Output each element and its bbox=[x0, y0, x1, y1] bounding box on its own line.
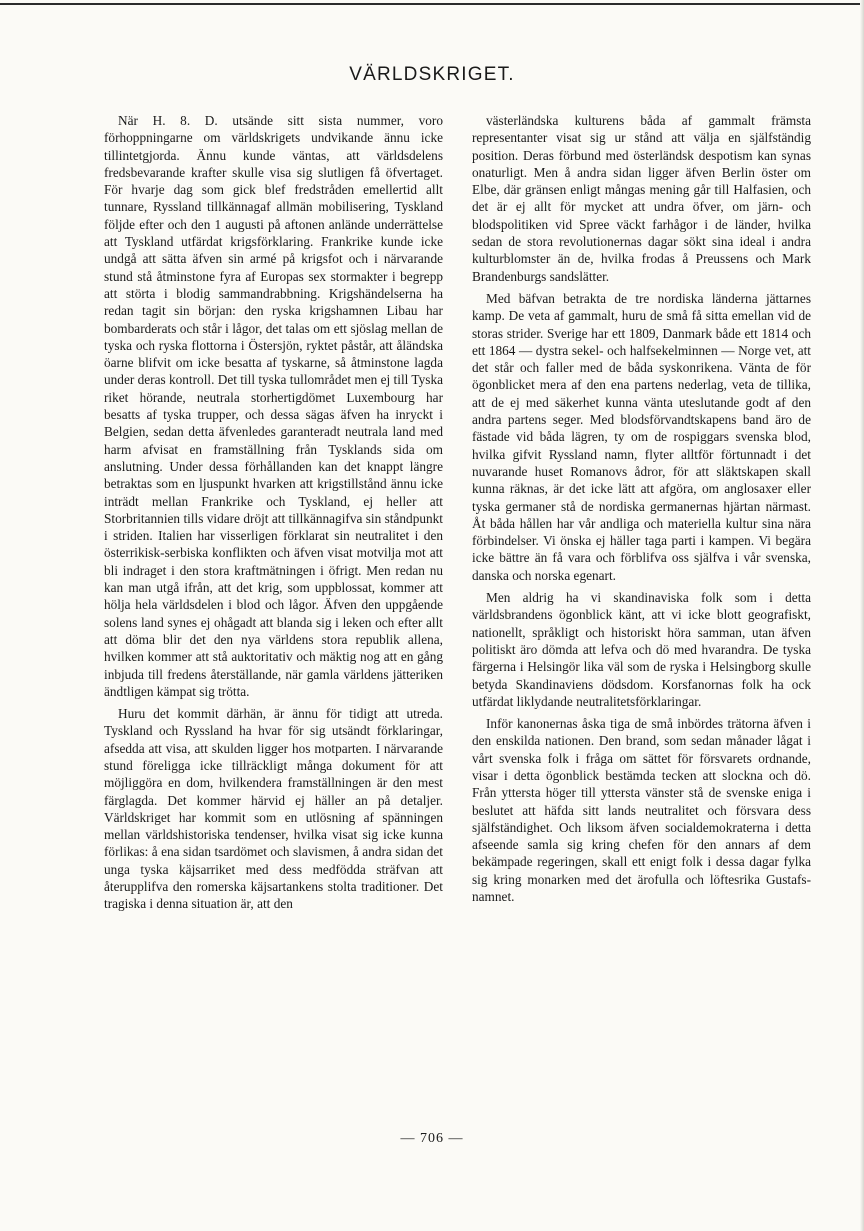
right-paragraph-2: Med bäfvan betrakta de tre nordiska länderna jättarnes kamp. De veta af gammalt, huru de små få sitta emellan vid de storas strider. Sverige har ett 1809, Danmark både ett 1814 och ett 1864 — dystra sekel- och halfsekelminnen — Norge vet, att det står och faller med de båda syskonrikena. Vänta de för ögonblicket mera af den ena partens nederlag, veta de tillika, att de ej med säkerhet kunna vänta uteslutande godt af den andra partens seger. Med blodsförvandtskapens band äro de fästade vid båda lägren, ty om de rospiggars svenska blod, hvilka gifvit Ryssland namn, flyter alltför förtunnadt i det nuvarande huset Romanovs ådror, för att släktskapen skall kunna räknas, är det icke lätt att afgöra, om anglosaxer eller tyska germaner stå de nordiska germanernas hjärtan närmast. Åt båda hållen har vår andliga och materiella kultur sina nära förbindelser. Vi önska ej häller taga parti i kampen. Vi begära icke bättre än få vara och förblifva oss själfva i vår svenska, danska och norska egenart. bbox=[472, 290, 811, 583]
page-edge-shadow bbox=[860, 0, 864, 1231]
page-number: — 706 — bbox=[400, 1131, 464, 1146]
left-paragraph-2: Huru det kommit därhän, är ännu för tidigt att utreda. Tyskland och Ryssland ha hvar för sig utsändt förklaringar, afsedda att visa, att skulden ligger hos motparten. I närvarande stund föreligga icke tillräckligt många dokument för att möjliggöra en dom, hvilkendera framställningen är den mest färglagda. Det kommer härvid ej häller an på detaljer. Världskriget har kommit som en utlösning af spänningen mellan världshistoriska tendenser, hvilka visat sig icke kunna förlikas: å ena sidan tsardömet och slavismen, å andra sidan det unga tyska käjsarriket med dess medfödda sträfvan att återupplifva den romerska käjsartankens stolta traditioner. Det tragiska i denna situation är, att den bbox=[104, 706, 443, 912]
right-paragraph-1: västerländska kulturens båda af gammalt främsta representanter visat sig ur stånd att välja en själfständig position. Deras förbund med österländsk despotism kan synas onaturligt. Men å andra sidan ligger äfven Berlin öster om Elbe, där gränsen enligt mångas mening går till Halfasien, och det är ej allt för mycket att undra öfver, om järn- och blodspolitiken vid Spree väckt farhågor i de länder, hvilka sedan de stora revolutionernas dagar sökt sina ideal i andra kulturblomster än de, hvilka frodas å Preussens och Mark Brandenburgs sandslätter. bbox=[472, 113, 811, 284]
left-column bbox=[104, 112, 443, 918]
right-column bbox=[472, 112, 811, 910]
right-paragraph-3: Men aldrig ha vi skandinaviska folk som i detta världsbrandens ögonblick känt, att vi icke blott geografiskt, nationellt, språkligt och historiskt höra samman, utan äfven politiskt äro dömda att lefva och dö med hvarandra. De tyska färgerna i Helsingör lika väl som de ryska i Helsingborg skulle betyda Skandinaviens dödsdom. Korsfanornas folk ha ock utfärdat liklydande neutralitetsförklaringar. bbox=[472, 590, 811, 709]
article-title: VÄRLDSKRIGET. bbox=[349, 64, 515, 85]
right-paragraph-4: Inför kanonernas åska tiga de små inbördes trätorna äfven i den enskilda nationen. Den brand, som sedan månader lågat i vårt svenska folk i fråga om sättet för försvarets ordnande, visar i detta ögonblick bestämda tecken att slockna och dö. Från yttersta höger till yttersta vänster stå de svenske eniga i beslutet att häfda sitt lands neutralitet och försvara dess själfständighet. Och liksom äfven socialdemokraterna i detta afseende samla sig kring chefen för den annars af dem bekämpade regeringen, skall ett enigt folk i dessa dagar fylka sig kring monarken med det ärofulla och löftesrika Gustafs-namnet. bbox=[472, 716, 811, 905]
top-border-rule bbox=[0, 3, 864, 5]
left-paragraph-1: När H. 8. D. utsände sitt sista nummer, voro förhoppningarne om världskrigets undvikande ännu icke tillintetgjorda. Ännu kunde väntas, att världsdelens fredsbevarande krafter skulle visa sig slutligen få öfvertaget. För hvarje dag som gick blef fredstråden emellertid allt tunnare, Ryssland tillkännagaf allmän mobilisering, Tyskland följde efter och den 1 augusti på aftonen anlände underrättelse att Tyskland utfärdat krigsförklaring. Frankrike kunde icke undgå att sätta äfven sin armé på krigsfot och i närvarande stund stå åtminstone fyra af Europas sex stormakter i begrepp att störta i blodig sammandrabbning. Krigshändelserna ha redan tagit sin början: den ryska krigshamnen Libau har bombarderats och står i lågor, det talas om ett sjöslag mellan de tyska och ryska flottorna i Östersjön, ryktet påstår, att åländska öarne blifvit om icke besatta af tyskarne, så åtminstone lagda under deras kontroll. Det till tyska tullområdet men ej till Tyska riket hörande, neutrala storhertigdömet Luxembourg har besatts af tyska trupper, och dessa sägas äfven ha inryckt i Belgien, sedan detta äfvenledes garanteradt neutrala land med harm afvisat en framställning från Tysklands sida om anslutning. Under dessa förhållanden kan det knappt längre betraktas som en ljuspunkt hvarken att krigstillstånd ännu icke inträdt mellan Frankrike och Tyskland, ej heller att Storbritannien tills vidare dröjt att tillkännagifva sin ståndpunkt i striden. Italien har visserligen förklarat sin neutralitet i den österrikisk-serbiska konflikten och äfven visat motvilja mot att bli indraget i den stora kraftmätningen i öfrigt. Men redan nu kan man utgå ifrån, att det krig, som uppblossat, kommer att hölja hela världsdelen i blod och lågor. Äfven den uppgående solens land synes ej ohågadt att blanda sig i leken och efter allt att döma blir det den nya världens stora republik allena, hvilken kommer att stå auktoritativ och mäktig nog att en gång inbjuda till fredens återställande, när gamla världens jätteriken ändtligen kämpat sig trötta. bbox=[104, 113, 443, 699]
